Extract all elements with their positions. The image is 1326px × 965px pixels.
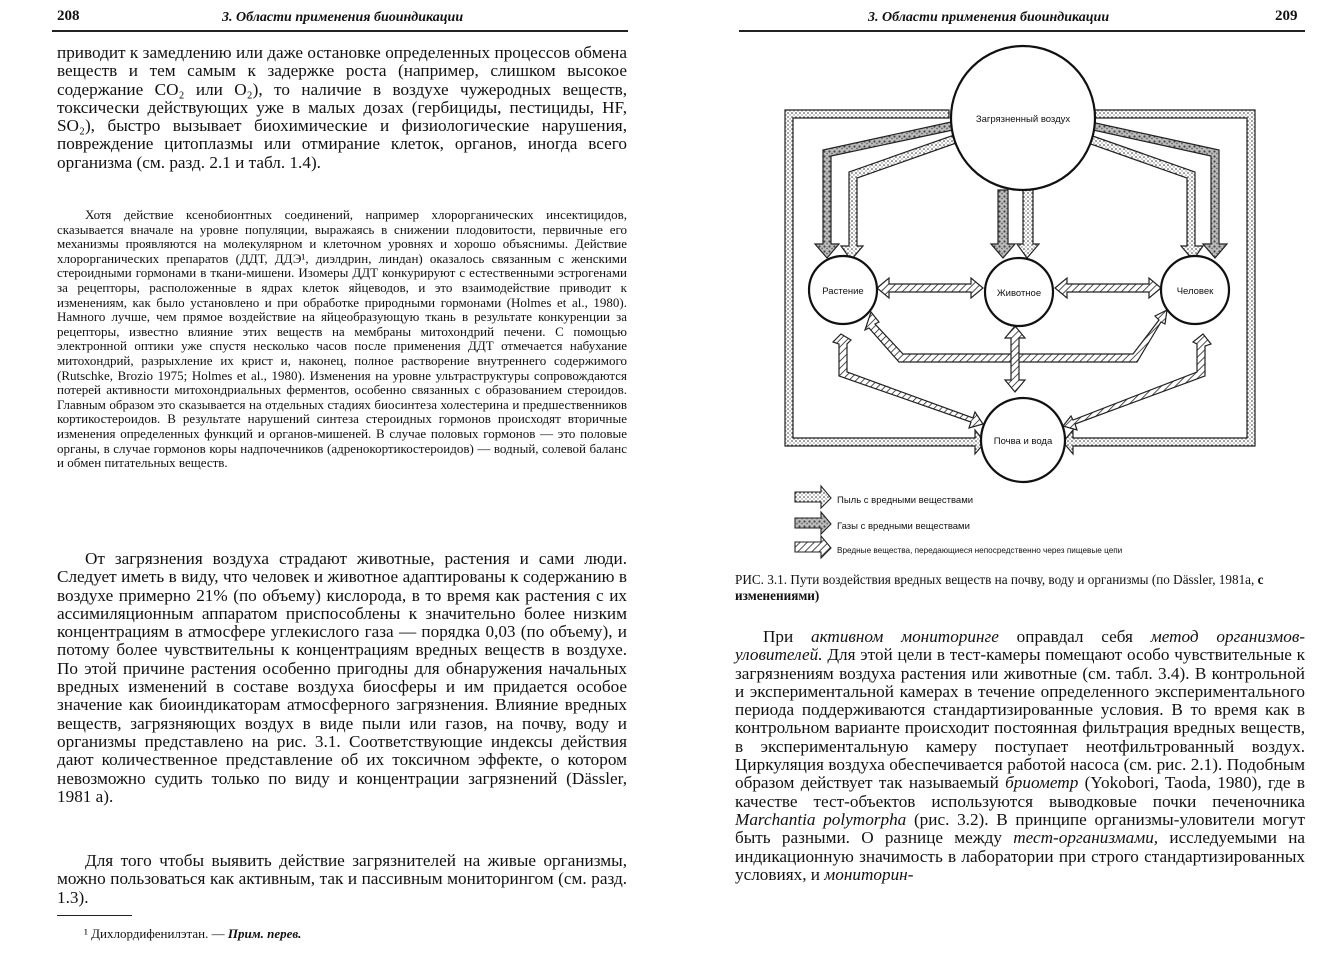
legend [795, 486, 831, 558]
page-number: 208 [57, 8, 80, 24]
figure-caption: РИС. 3.1. Пути воздействия вредных веществ на почву, воду и организмы (по Dässler, 1981a, с изменениями) [735, 572, 1264, 603]
running-head: 3. Области применения биоиндикации [868, 10, 1110, 25]
legend-dust: Пыль с вредными веществами [837, 495, 974, 506]
right-paragraph: При активном мониторинге оправдал себя метод организмов-уловителей. Для этой цели в тест-камеры помещают особо чувствительные к загрязнениям воздуха растения или животные (см. табл. 3.4). В контрольной и экспериментальной камерах в течение определенного экспериментального периода поддерживаются стандартизированные условия. В то время как в контрольном варианте происходит постоянная фильтрация вредных веществ, в экспериментальную камеру поступает неотфильтрованный воздух. Циркуляция воздуха обеспечивается работой насоса (см. рис. 2.1). Подобным образом действует так называемый бриометр (Yokobori, Taoda, 1980), где в качестве тест-объектов используются выводковые почки печеночника Marchantia polymorpha (рис. 3.2). В принципе организмы-уловители могут быть разными. О разнице между тест-организмами, исследуемыми на индикационную значимость в лаборатории при строго стандартизированных условиях, и мониторин- [735, 627, 1306, 884]
human-label: Человек [1176, 286, 1214, 297]
paragraph-1: приводит к замедлению или даже остановке определенных процессов обмена веществ и тем самым к задержке роста (например, слишком высокое содержание CO₂ или O₂), то наличие в воздухе чужеродных веществ, токсически действующих уже в малых дозах (гербициды, пестициды, HF, SO₂), быстро вызывает биохимические и физиологические нарушения, повреждение цитоплазмы или отмирание клеток, органов, иногда всего организма (см. разд. 2.1 и табл. 1.4). [57, 43, 627, 172]
animal-label: Животное [996, 288, 1042, 299]
small-print-paragraph: Хотя действие ксенобионтных соединений, например хлорорганических инсектицидов, сказывается вначале на уровне популяции, выражаясь в снижении плодовитости, первичные его механизмы проявляются на молекулярном и клеточном уровнях и хорошо объяснимы. Действие хлорорганических препаратов (ДДТ, ДДЭ¹, диэлдрин, линдан) оказалось связанным с женскими стероидными гормонами в ткани-мишени. Изомеры ДДТ конкурируют с естественными эстрогенами за рецепторы, расположенные в ядрах клеток яйцеводов, и это взаимодействие приводит к изменениям, как было установлено и при обработке природными гормонами (Holmes et al., 1980). Намного лучше, чем прямое воздействие на яйцеобразующую ткань в результате конкуренции за рецепторы, известно влияние этих веществ на мембраны митохондрий печени. С помощью электронной оптики уже спустя несколько часов после применения ДДТ отмечается набухание митохондрий, разрыхление их крист и, наконец, полное растворение внутреннего содержимого (Rutschke, Brozio 1975; Holmes et al., 1980). Изменения на уровне ультраструктуры сопровождаются потерей активности митохондриальных ферментов, особенно связанных с образованием стероидов. Главным образом это сказывается на отдельных стадиях биосинтеза холестерина и предшественников кортикостероидов. В результате нарушений синтеза стероидных гормонов происходят вторичные изменения определенных функций и органов-мишеней. В случае половых гормонов — это половые органы, в случае гормонов коры надпочечников (адренокортикостероидов) — водный, солевой баланс и обмен питательных веществ. [57, 207, 627, 471]
running-head: 3. Области применения биоиндикации [222, 10, 464, 25]
footnote-rule [57, 915, 132, 916]
paragraph-3: Для того чтобы выявить действие загрязнителей на живые организмы, можно пользоваться как активным, так и пассивным мониторингом (см. разд. 1.3). [57, 851, 627, 907]
plant-label: Растение [822, 286, 864, 297]
header-rule [52, 30, 628, 32]
legend-food-chain: Вредные вещества, передающиеся непосредственно через пищевые цепи [837, 546, 1123, 555]
page-number: 209 [1275, 8, 1298, 24]
pollution-pathways-diagram [663, 0, 1326, 570]
soil-label: Почва и вода [993, 436, 1053, 447]
left-page [0, 0, 660, 965]
paragraph-2: От загрязнения воздуха страдают животные, растения и сами люди. Следует иметь в виду, что человек и животное адаптированы к содержанию в воздухе примерно 21% (по объему) кислорода, в то время как растения с их ассимиляционным аппаратом приспособлены к значительно более низким концентрациям в атмосфере углекислого газа — порядка 0,03 (по объему), и потому более чувствительны к концентрациям вредных веществ в воздухе. По этой причине растения особенно пригодны для обнаружения начальных вредных изменений в составе воздуха биосферы и им придается особое значение как биоиндикаторам атмосферного загрязнения. Влияние вредных веществ, загрязняющих воздух в виде пыли или газов, на почву, воду и организмы представлено на рис. 3.1. Соответствующие индексы действия дают количественное представление об их токсичном эффекте, о котором невозможно судить только по виду и концентрации загрязнений (Dässler, 1981 a). [57, 549, 627, 806]
footnote: ¹ Дихлордифенилэтан. — Прим. перев. [84, 926, 302, 941]
legend-gas: Газы с вредными веществами [837, 521, 970, 532]
right-page [663, 0, 1326, 965]
air-label: Загрязненный воздух [975, 114, 1071, 125]
